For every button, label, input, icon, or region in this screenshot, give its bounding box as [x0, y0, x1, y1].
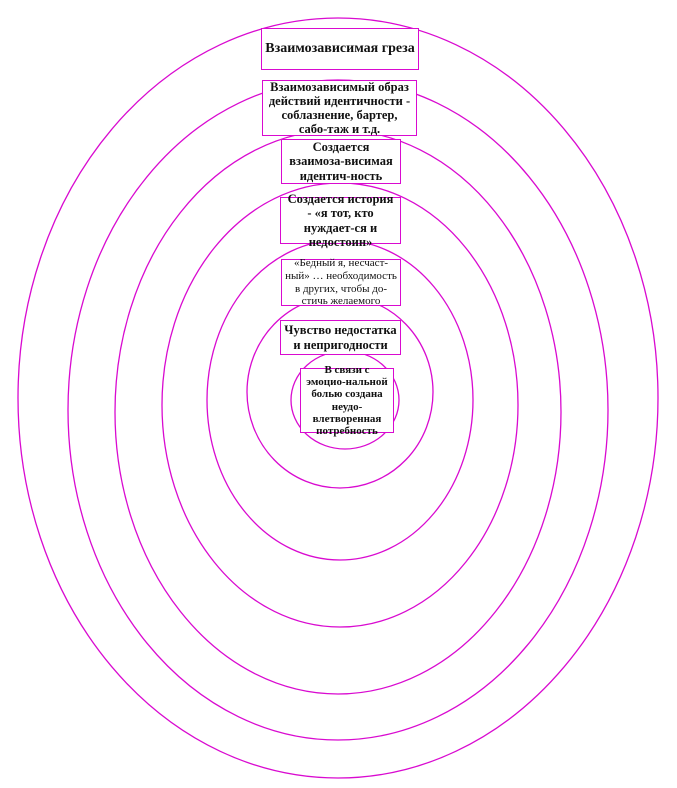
layer-label-poor-me: «Бедный я, несчаст-ный» … необходимость в других, чтобы до-стичь желаемого	[281, 259, 401, 306]
layer-label-identity-behavior: Взаимозависимый образ действий идентичности - соблазнение, бартер, сабо-таж и т.д.	[262, 80, 417, 136]
layer-label-inadequacy: Чувство недостатка и непригодности	[280, 320, 401, 355]
layer-label-story-created: Создается история - «я тот, кто нуждает-ся и недостоин»	[280, 197, 401, 244]
layer-label-identity-created: Создается взаимоза-висимая идентич-ность	[281, 139, 401, 184]
layer-label-unmet-need: В связи с эмоцио-нальной болью создана неудо-влетворенная потребность	[300, 368, 394, 433]
layer-label-outermost: Взаимозависимая греза	[261, 28, 419, 70]
